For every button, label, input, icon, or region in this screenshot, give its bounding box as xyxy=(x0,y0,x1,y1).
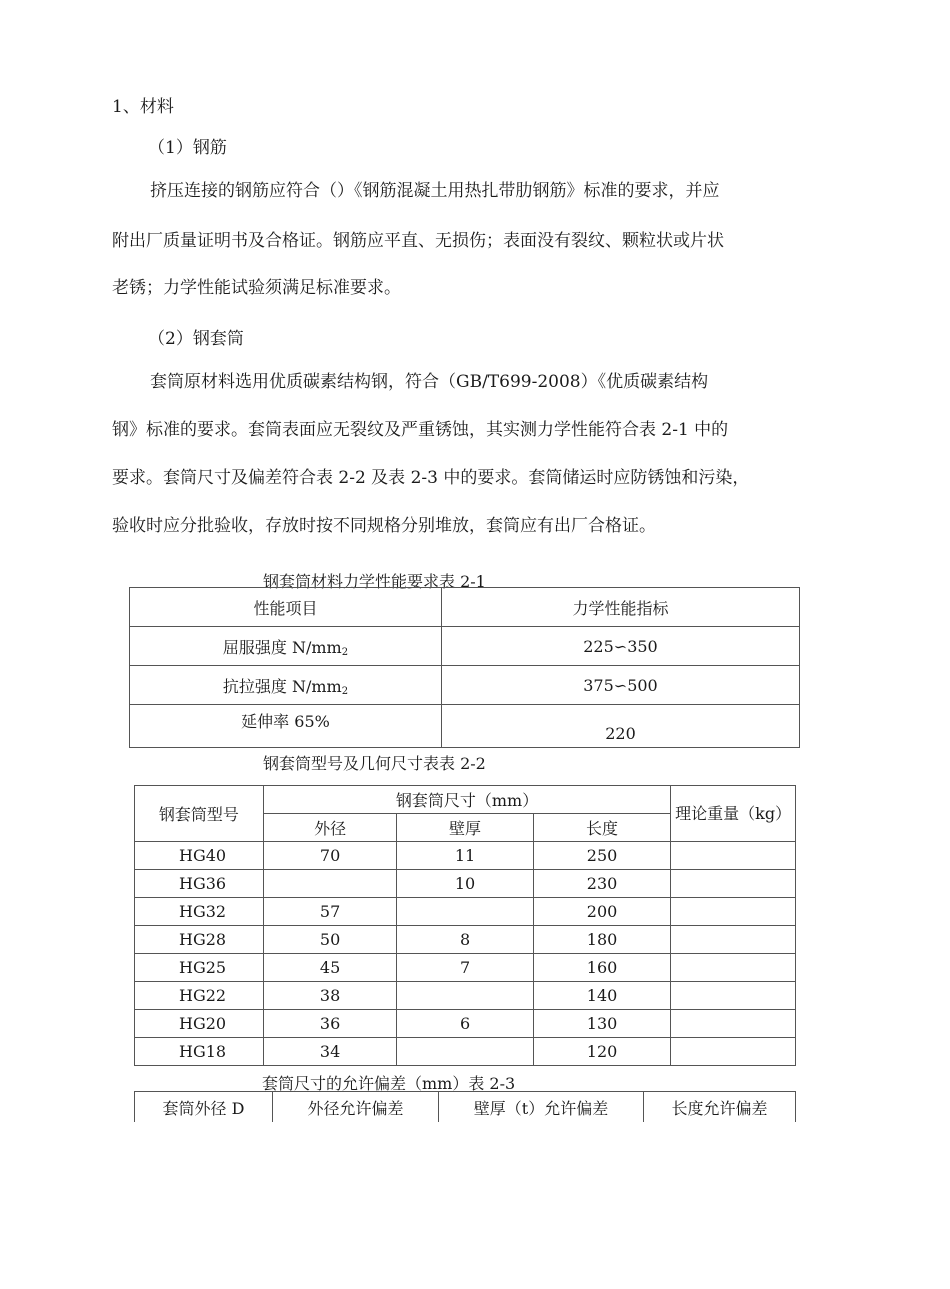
table-header-cell: 性能项目 xyxy=(130,588,442,627)
table-header-cell: 钢套筒型号 xyxy=(135,786,264,842)
table-cell xyxy=(671,982,796,1010)
table-row xyxy=(135,1038,796,1066)
table-cell: 220 xyxy=(442,705,800,748)
table-cell: 57 xyxy=(263,898,396,926)
property-name: 屈服强度 N/mm xyxy=(222,637,342,657)
table-cell xyxy=(671,926,796,954)
table-cell: 200 xyxy=(533,898,671,926)
table-row xyxy=(130,627,800,666)
table-header-cell: 力学性能指标 xyxy=(442,588,800,627)
unit-subscript: 2 xyxy=(341,646,349,658)
paragraph-line: 验收时应分批验收，存放时按不同规格分别堆放，套筒应有出厂合格证。 xyxy=(112,516,656,536)
table-header-cell: 壁厚 xyxy=(397,814,533,842)
table-cell: 7 xyxy=(397,954,533,982)
table-cell: 38 xyxy=(263,982,396,1010)
tolerance-table xyxy=(134,1091,796,1122)
table-header-row xyxy=(135,786,796,814)
table-cell xyxy=(397,1038,533,1066)
table-cell xyxy=(671,1038,796,1066)
table-cell xyxy=(671,1010,796,1038)
table-cell xyxy=(671,898,796,926)
paragraph-line: 要求。套筒尺寸及偏差符合表 2-2 及表 2-3 中的要求。套筒储运时应防锈蚀和污染， xyxy=(112,468,750,488)
table-row xyxy=(130,666,800,705)
table-row xyxy=(135,870,796,898)
table-cell: HG25 xyxy=(135,954,264,982)
sleeve-dimensions-table xyxy=(134,785,796,1066)
paragraph-line: 钢》标准的要求。套筒表面应无裂纹及严重锈蚀，其实测力学性能符合表 2-1 中的 xyxy=(112,420,729,440)
table-cell: 250 xyxy=(533,842,671,870)
property-name: 抗拉强度 N/mm xyxy=(222,676,342,696)
table-cell: 180 xyxy=(533,926,671,954)
table-cell: 140 xyxy=(533,982,671,1010)
table-cell xyxy=(671,842,796,870)
table-header-cell: 外径 xyxy=(263,814,396,842)
table-cell xyxy=(671,870,796,898)
table-cell: HG22 xyxy=(135,982,264,1010)
table-header-cell: 长度 xyxy=(533,814,671,842)
table-header-cell: 钢套筒尺寸（mm） xyxy=(263,786,670,814)
section-heading: 1、材料 xyxy=(112,97,174,117)
table-cell: HG32 xyxy=(135,898,264,926)
table-cell: 11 xyxy=(397,842,533,870)
table-cell: 230 xyxy=(533,870,671,898)
paragraph-line: 挤压连接的钢筋应符合（）《钢筋混凝土用热扎带肋钢筋》标准的要求，并应 xyxy=(150,181,720,201)
unit-subscript: 2 xyxy=(341,685,349,697)
table-cell: 6 xyxy=(397,1010,533,1038)
table-header-cell: 理论重量（kg） xyxy=(671,786,796,842)
table-cell: 34 xyxy=(263,1038,396,1066)
table-cell: HG20 xyxy=(135,1010,264,1038)
table-row xyxy=(135,982,796,1010)
subsection-title-sleeve: （2）钢套筒 xyxy=(148,329,244,349)
table-cell xyxy=(671,954,796,982)
paragraph-line: 套筒原材料选用优质碳素结构钢，符合（GB/T699-2008）《优质碳素结构 xyxy=(150,372,709,392)
table-header-row xyxy=(130,588,800,627)
table-cell: 10 xyxy=(397,870,533,898)
table-header-cell: 外径允许偏差 xyxy=(273,1092,439,1123)
table-cell xyxy=(130,666,442,705)
table-header-cell: 壁厚（t）允许偏差 xyxy=(439,1092,644,1123)
table-cell: HG28 xyxy=(135,926,264,954)
table-row xyxy=(135,1010,796,1038)
table-cell: 50 xyxy=(263,926,396,954)
table-header-row xyxy=(135,1092,796,1123)
table-cell xyxy=(263,870,396,898)
table-cell: 160 xyxy=(533,954,671,982)
table-cell: 130 xyxy=(533,1010,671,1038)
paragraph-line: 老锈；力学性能试验须满足标准要求。 xyxy=(112,278,401,298)
table-cell xyxy=(130,627,442,666)
table-header-cell: 长度允许偏差 xyxy=(644,1092,796,1123)
table-caption: 钢套筒材料力学性能要求表 2-1 xyxy=(263,572,486,591)
table-cell: 延伸率 65% xyxy=(130,705,442,748)
table-cell: HG40 xyxy=(135,842,264,870)
mechanical-properties-table xyxy=(129,587,800,748)
table-row xyxy=(135,926,796,954)
subsection-title-rebar: （1）钢筋 xyxy=(148,138,227,158)
table-row xyxy=(135,898,796,926)
table-cell: HG18 xyxy=(135,1038,264,1066)
table-cell: 70 xyxy=(263,842,396,870)
table-row xyxy=(130,705,800,748)
table-caption: 钢套筒型号及几何尺寸表表 2-2 xyxy=(263,754,486,773)
table-cell: 375∽500 xyxy=(442,666,800,705)
table-cell xyxy=(397,898,533,926)
table-cell: HG36 xyxy=(135,870,264,898)
table-cell: 225∽350 xyxy=(442,627,800,666)
table-cell: 120 xyxy=(533,1038,671,1066)
table-cell: 8 xyxy=(397,926,533,954)
table-row xyxy=(135,954,796,982)
table-row xyxy=(135,842,796,870)
table-cell: 36 xyxy=(263,1010,396,1038)
paragraph-line: 附出厂质量证明书及合格证。钢筋应平直、无损伤；表面没有裂纹、颗粒状或片状 xyxy=(112,231,724,251)
table-cell xyxy=(397,982,533,1010)
table-cell: 45 xyxy=(263,954,396,982)
table-header-cell: 套筒外径 D xyxy=(135,1092,273,1123)
table-caption: 套筒尺寸的允许偏差（mm）表 2-3 xyxy=(262,1074,516,1093)
